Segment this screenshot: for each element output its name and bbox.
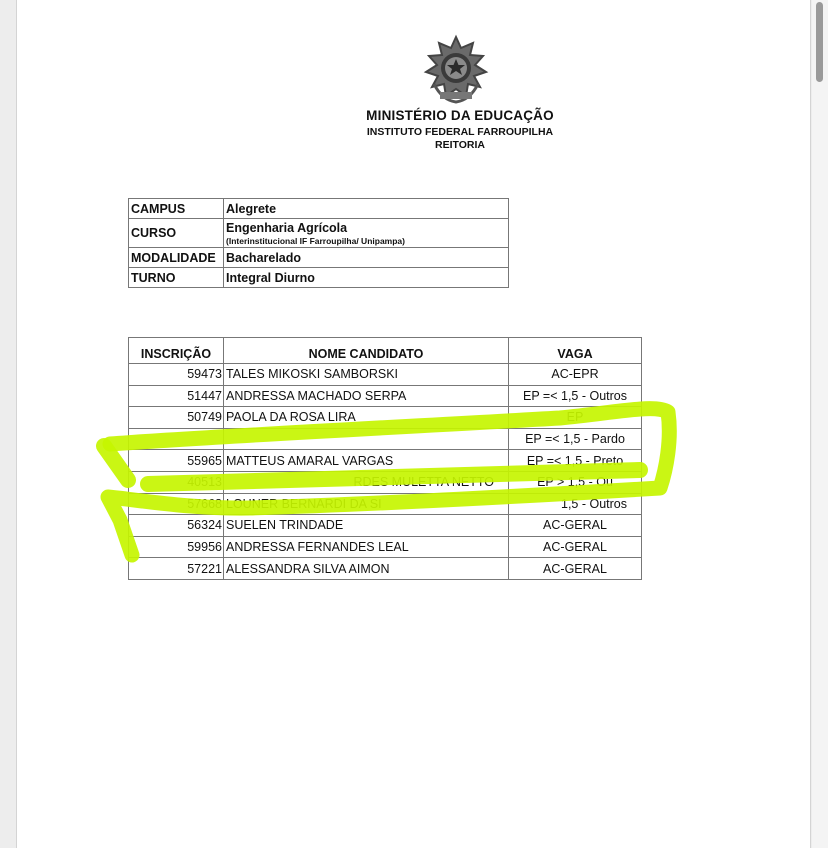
table-row bbox=[129, 385, 642, 407]
column-header-vaga: VAGA bbox=[509, 338, 642, 364]
cell-name: TALES MIKOSKI SAMBORSKI bbox=[224, 364, 509, 386]
cell-vaga: EP =< 1,5 - Pardo bbox=[509, 428, 642, 450]
table-row bbox=[129, 558, 642, 580]
institute-title: INSTITUTO FEDERAL FARROUPILHA bbox=[366, 126, 554, 138]
cell-id bbox=[129, 428, 224, 450]
cell-vaga: AC-GERAL bbox=[509, 536, 642, 558]
info-value: Integral Diurno bbox=[224, 268, 509, 288]
info-label: MODALIDADE bbox=[129, 248, 224, 268]
table-row bbox=[129, 364, 642, 386]
info-row-shift bbox=[129, 268, 509, 288]
table-row bbox=[129, 515, 642, 537]
cell-name: ANDRESSA MACHADO SERPA bbox=[224, 385, 509, 407]
scrollbar-track[interactable] bbox=[812, 0, 828, 848]
table-row bbox=[129, 450, 642, 472]
cell-vaga: AC-EPR bbox=[509, 364, 642, 386]
info-label: TURNO bbox=[129, 268, 224, 288]
cell-name: ANDRESSA FERNANDES LEAL bbox=[224, 536, 509, 558]
cell-name: LOUNER BERNARDI DA SI bbox=[224, 493, 509, 515]
info-row-course bbox=[129, 219, 509, 248]
cell-vaga: EP =< 1,5 - Outros bbox=[509, 385, 642, 407]
cell-id: 57668 bbox=[129, 493, 224, 515]
cell-id: 56324 bbox=[129, 515, 224, 537]
cell-vaga: EP bbox=[509, 407, 642, 429]
cell-vaga: AC-GERAL bbox=[509, 515, 642, 537]
info-label: CAMPUS bbox=[129, 199, 224, 219]
cell-name: ALESSANDRA SILVA AIMON bbox=[224, 558, 509, 580]
cell-id: 40513 bbox=[129, 471, 224, 493]
cell-id: 57221 bbox=[129, 558, 224, 580]
info-value-course bbox=[224, 219, 509, 248]
table-header-row bbox=[129, 338, 642, 364]
info-row-modality bbox=[129, 248, 509, 268]
course-name: Engenharia Agrícola bbox=[226, 220, 348, 235]
cell-id: 51447 bbox=[129, 385, 224, 407]
cell-id: 59473 bbox=[129, 364, 224, 386]
scrollbar-thumb[interactable] bbox=[816, 2, 823, 82]
table-row bbox=[129, 428, 642, 450]
cell-vaga: 1,5 - Outros bbox=[509, 493, 642, 515]
info-value: Alegrete bbox=[224, 199, 509, 219]
cell-name: RDES MULETTA NETTO bbox=[224, 471, 509, 493]
cell-name: PAOLA DA ROSA LIRA bbox=[224, 407, 509, 429]
cell-name: SUELEN TRINDADE bbox=[224, 515, 509, 537]
course-note: (Interinstitucional IF Farroupilha/ Unipampa) bbox=[226, 235, 405, 246]
cell-vaga: EP > 1,5 - Ou bbox=[509, 471, 642, 493]
column-header-nome: NOME CANDIDATO bbox=[224, 338, 509, 364]
table-row bbox=[129, 471, 642, 493]
candidates-table bbox=[128, 337, 642, 580]
ministry-title: MINISTÉRIO DA EDUCAÇÃO bbox=[366, 108, 554, 123]
cell-vaga: AC-GERAL bbox=[509, 558, 642, 580]
info-row-campus bbox=[129, 199, 509, 219]
cell-vaga: EP =< 1,5 - Preto bbox=[509, 450, 642, 472]
cell-id: 59956 bbox=[129, 536, 224, 558]
table-row bbox=[129, 493, 642, 515]
cell-name bbox=[224, 428, 509, 450]
course-info-table bbox=[128, 198, 509, 288]
column-header-inscricao: INSCRIÇÃO bbox=[129, 338, 224, 364]
cell-id: 50749 bbox=[129, 407, 224, 429]
table-row bbox=[129, 407, 642, 429]
coat-of-arms-icon bbox=[420, 34, 492, 106]
cell-name: MATTEUS AMARAL VARGAS bbox=[224, 450, 509, 472]
office-title: REITORIA bbox=[435, 139, 485, 151]
table-row bbox=[129, 536, 642, 558]
cell-id: 55965 bbox=[129, 450, 224, 472]
info-value: Bacharelado bbox=[224, 248, 509, 268]
info-label: CURSO bbox=[129, 219, 224, 248]
